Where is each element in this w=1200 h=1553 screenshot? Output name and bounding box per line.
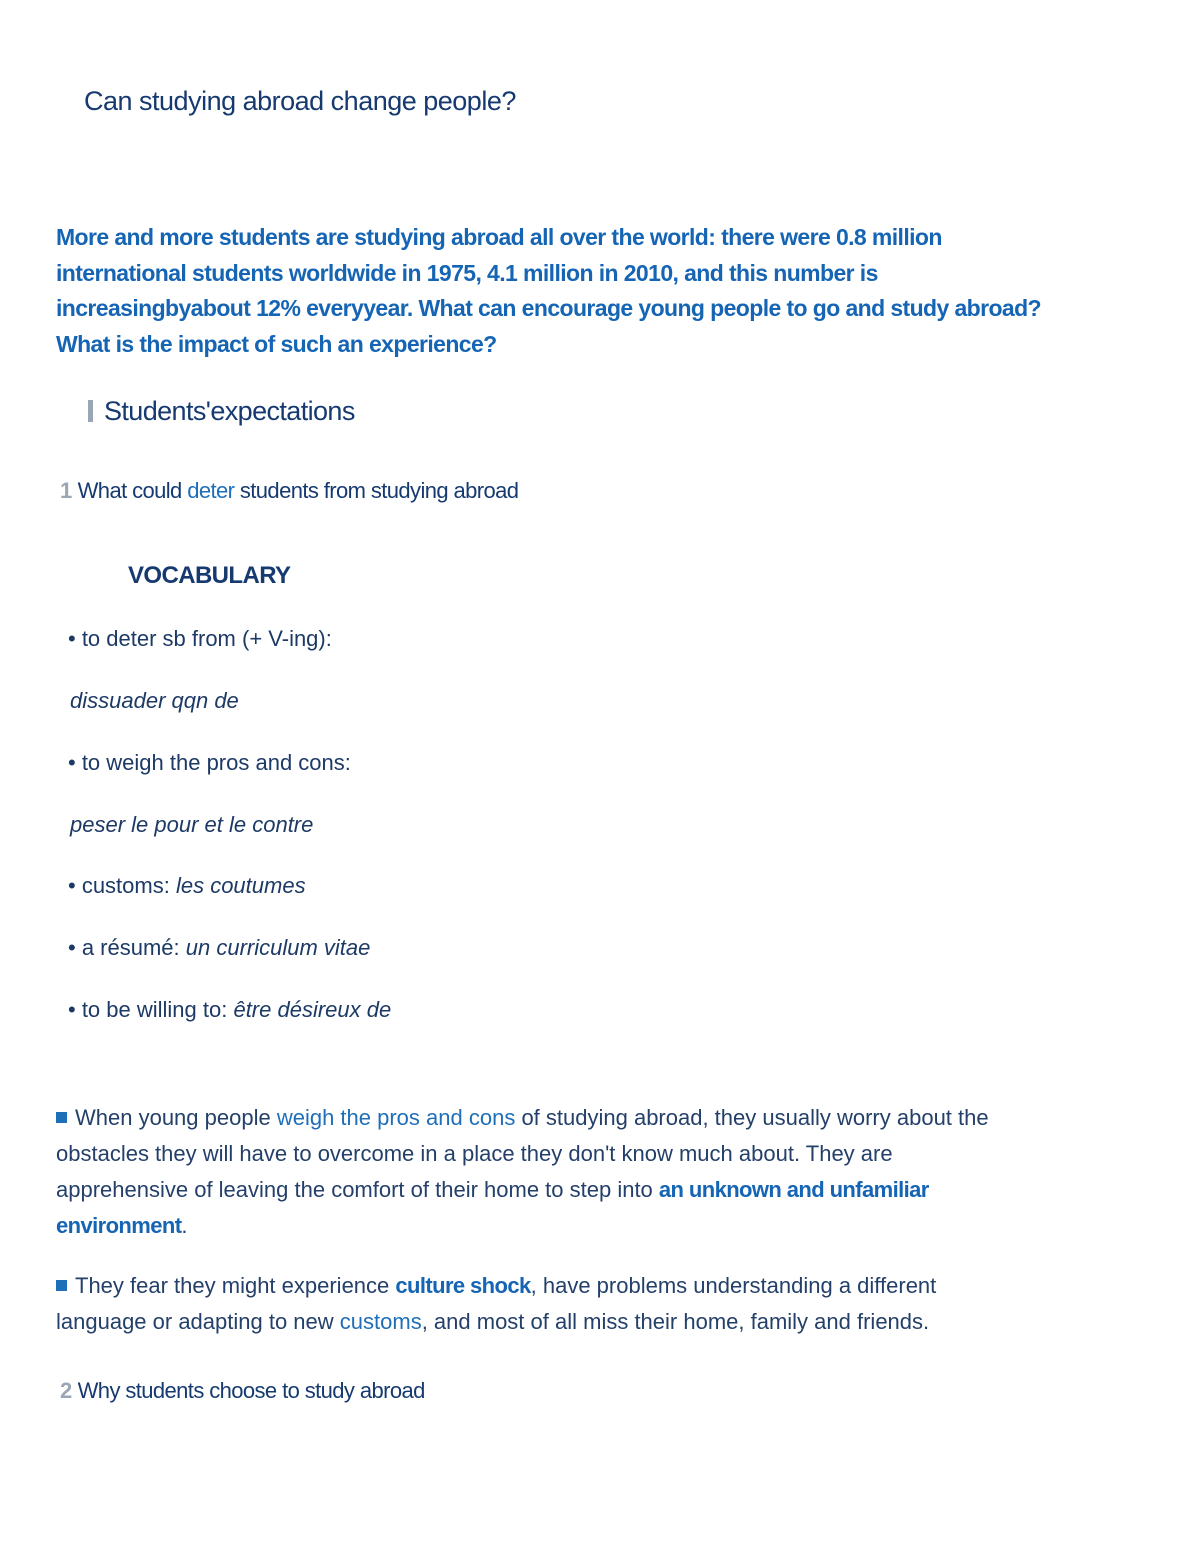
vocab-translation: un curriculum vitae <box>185 935 371 960</box>
square-bullet-icon <box>56 1280 67 1291</box>
intro-line: What is the impact of such an experience? <box>56 330 497 357</box>
paragraph-line <box>56 1172 1166 1208</box>
paragraph-line <box>56 1100 1166 1136</box>
vocab-term: • to be willing to: <box>68 997 234 1022</box>
paragraph-text: language or adapting to new <box>56 1309 340 1334</box>
paragraph-line <box>56 1304 1166 1340</box>
square-bullet-icon <box>56 1112 67 1123</box>
question-number: 2 <box>60 1378 72 1403</box>
vocab-item <box>68 935 370 961</box>
question-text: Why students choose to study abroad <box>77 1378 425 1403</box>
paragraph-2 <box>56 1268 1166 1340</box>
highlight-term: weigh the pros and cons <box>276 1105 516 1130</box>
paragraph-text: , have problems understanding a different <box>530 1273 937 1298</box>
paragraph-text: They fear they might experience <box>75 1273 396 1298</box>
vocab-term: • a résumé: <box>68 935 186 960</box>
vocabulary-heading: VOCABULARY <box>128 562 291 589</box>
question-text: What could <box>77 478 188 503</box>
question-keyword: deter <box>187 478 235 503</box>
highlight-term: an unknown and unfamiliar <box>658 1177 929 1202</box>
question-1 <box>60 478 518 504</box>
section-heading <box>88 396 355 427</box>
paragraph-text: When young people <box>75 1105 277 1130</box>
intro-line: international students worldwide in 1975, 4.1 million in 2010, and this number is <box>56 259 878 286</box>
question-2 <box>60 1378 425 1404</box>
vocab-item: • to weigh the pros and cons: <box>68 750 351 775</box>
vocab-item <box>68 997 391 1023</box>
vocab-term: • customs: <box>68 873 176 898</box>
question-number: 1 <box>60 478 72 503</box>
paragraph-text: . <box>181 1213 188 1238</box>
paragraph-line <box>56 1208 1166 1244</box>
intro-line: increasingbyabout 12% everyyear. What can encourage young people to go and study abroad? <box>56 295 1041 321</box>
highlight-term: environment <box>56 1213 182 1238</box>
intro-line: More and more students are studying abroad all over the world: there were 0.8 million <box>56 224 942 250</box>
paragraph-line <box>56 1268 1166 1304</box>
paragraph-text: apprehensive of leaving the comfort of their home to step into <box>56 1177 659 1202</box>
section-heading-text: Students'expectations <box>104 396 355 426</box>
paragraph-1 <box>56 1100 1166 1244</box>
vocab-translation: dissuader qqn de <box>70 688 239 713</box>
highlight-term: customs <box>339 1309 422 1334</box>
page-title: Can studying abroad change people? <box>84 86 516 116</box>
section-bar-icon <box>88 400 93 422</box>
question-text: students from studying abroad <box>234 478 519 503</box>
intro-paragraph <box>56 220 1156 362</box>
paragraph-text: , and most of all miss their home, family and friends. <box>421 1309 930 1334</box>
paragraph-line: obstacles they will have to overcome in a place they don't know much about. They are <box>56 1141 893 1166</box>
vocab-item <box>68 873 306 899</box>
paragraph-text: of studying abroad, they usually worry about the <box>515 1105 989 1130</box>
vocab-item: • to deter sb from (+ V-ing): <box>68 626 332 651</box>
vocab-translation: peser le pour et le contre <box>70 812 314 837</box>
vocab-translation: les coutumes <box>175 873 306 898</box>
vocab-translation: être désireux de <box>233 997 392 1022</box>
highlight-term: culture shock <box>395 1273 531 1298</box>
